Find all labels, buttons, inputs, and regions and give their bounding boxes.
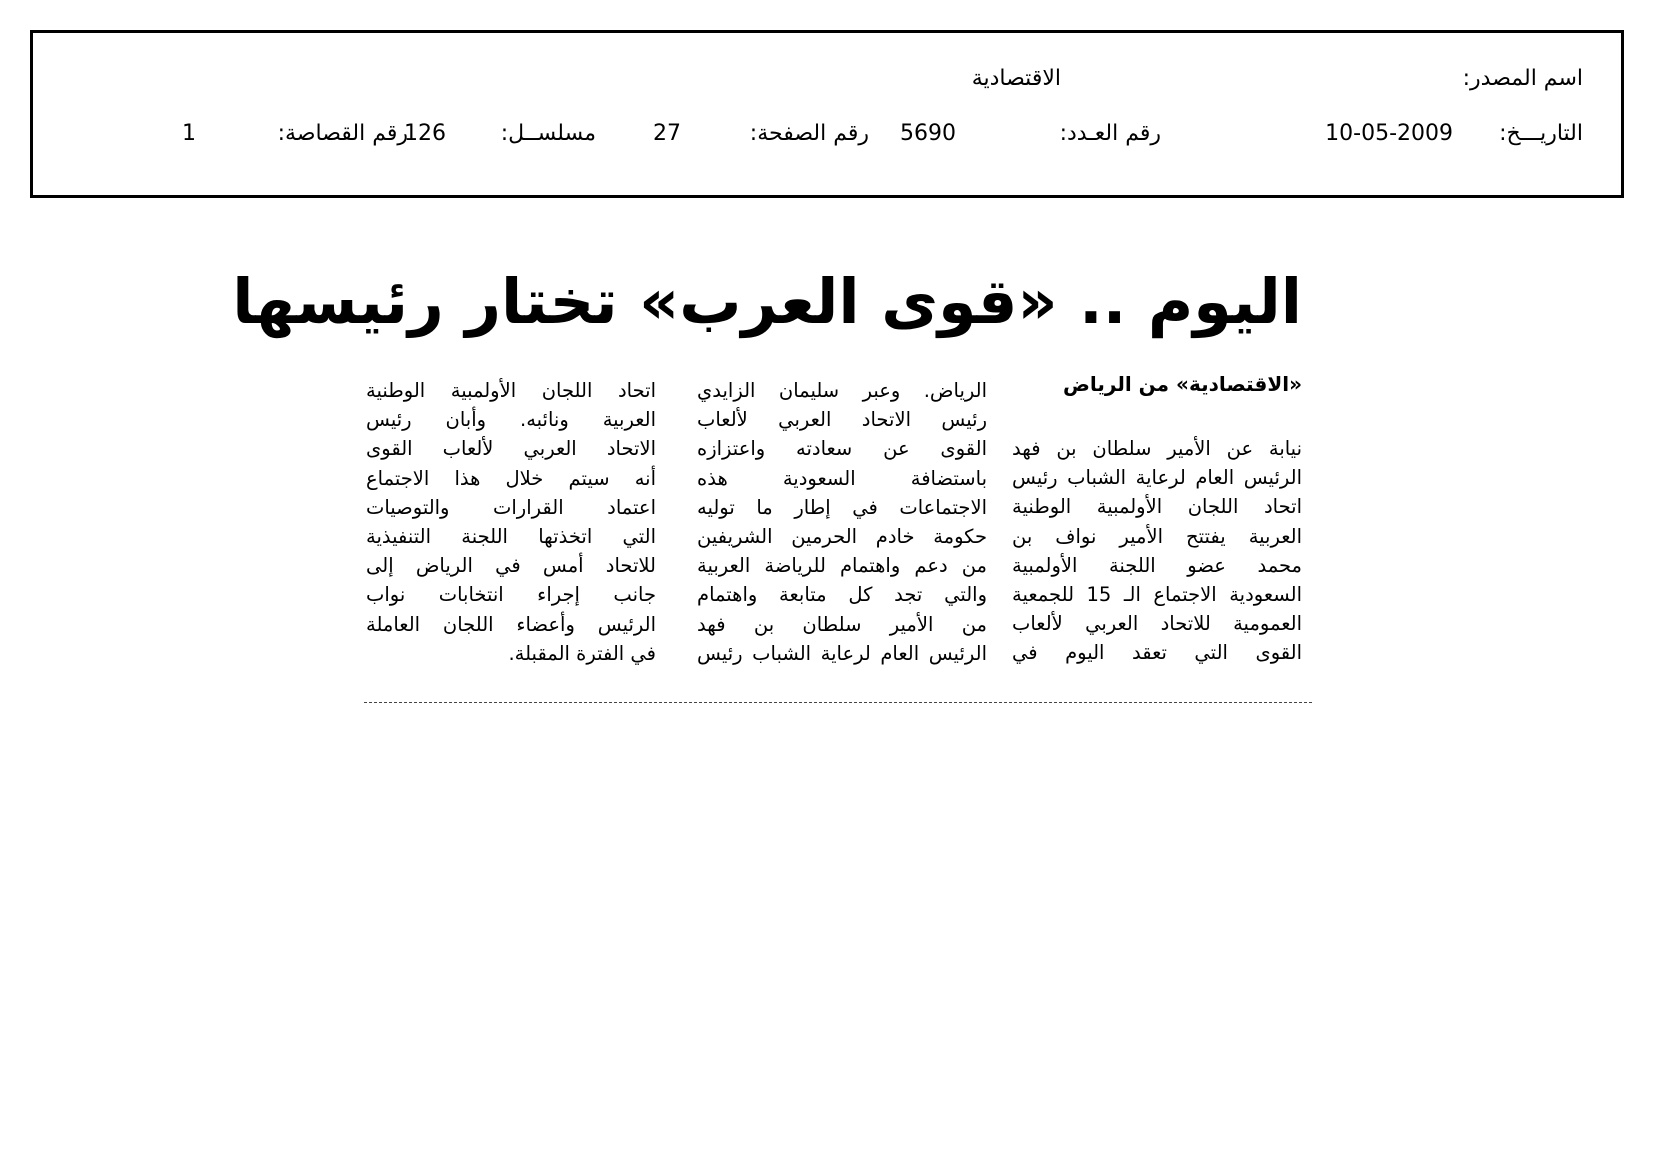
article-column-3 — [366, 376, 656, 668]
column-line: رئيس الاتحاد العربي لألعاب — [697, 408, 987, 432]
column-line: العربية ونائبه. وأبان رئيس — [366, 408, 656, 432]
column-line: للاتحاد أمس في الرياض إلى — [366, 554, 656, 578]
column-line: الرياض. وعبر سليمان الزايدي — [697, 379, 987, 402]
column-line: الرئيس العام لرعاية الشباب رئيس — [697, 641, 987, 665]
clipping-number-label: رقم القصاصة: — [277, 121, 408, 146]
source-label: اسم المصدر: — [1462, 66, 1583, 91]
article-end-rule — [364, 702, 1312, 703]
column-line: القوى عن سعادته واعتزازه — [697, 437, 987, 461]
column-line: محمد عضو اللجنة الأولمبية — [1012, 553, 1302, 577]
column-line: الرئيس وأعضاء اللجان العاملة — [366, 612, 656, 636]
clipping-number-value: 1 — [182, 121, 196, 146]
issue-value: 5690 — [900, 121, 956, 146]
column-line: الاتحاد العربي لألعاب القوى — [366, 437, 656, 461]
column-line: اتحاد اللجان الأولمبية الوطنية — [366, 379, 656, 402]
serial-value: 126 — [404, 121, 446, 146]
column-line: الاجتماعات في إطار ما توليه — [697, 495, 987, 519]
column-line: اتحاد اللجان الأولمبية الوطنية — [1012, 495, 1302, 519]
serial-label: مسلســل: — [500, 121, 596, 146]
article-headline: اليوم .. «قوى العرب» تختار رئيسها — [232, 265, 1302, 338]
article-column-1 — [1012, 434, 1302, 668]
column-line: من الأمير سلطان بن فهد — [697, 612, 987, 636]
column-line: في الفترة المقبلة. — [508, 641, 656, 665]
column-line: العربية يفتتح الأمير نواف بن — [1012, 524, 1302, 548]
date-value: 10-05-2009 — [1325, 121, 1453, 146]
column-line: اعتماد القرارات والتوصيات — [366, 495, 656, 519]
column-line: جانب إجراء انتخابات نواب — [366, 583, 656, 607]
column-line: من دعم واهتمام للرياضة العربية — [697, 554, 987, 578]
page-number-value: 27 — [653, 121, 681, 146]
column-line: حكومة خادم الحرمين الشريفين — [697, 525, 987, 549]
column-line: أنه سيتم خلال هذا الاجتماع — [366, 466, 656, 490]
column-line: والتي تجد كل متابعة واهتمام — [697, 583, 987, 607]
column-line: باستضافة السعودية هذه — [697, 466, 987, 490]
column-line: التي اتخذتها اللجنة التنفيذية — [366, 525, 656, 549]
article-column-2 — [697, 376, 987, 668]
clipping-header-box — [30, 30, 1624, 198]
date-label: التاريـــخ: — [1499, 121, 1583, 146]
source-value: الاقتصادية — [971, 66, 1061, 91]
article-byline: «الاقتصادية» من الرياض — [1062, 372, 1302, 396]
column-line: العمومية للاتحاد العربي لألعاب — [1012, 612, 1302, 636]
column-line: نيابة عن الأمير سلطان بن فهد — [1012, 437, 1302, 460]
issue-label: رقم العـدد: — [1059, 121, 1161, 146]
page-number-label: رقم الصفحة: — [749, 121, 869, 146]
column-line: السعودية الاجتماع الـ 15 للجمعية — [1012, 583, 1303, 607]
column-line: القوى التي تعقد اليوم في — [1012, 641, 1302, 665]
column-line: الرئيس العام لرعاية الشباب رئيس — [1012, 466, 1302, 490]
